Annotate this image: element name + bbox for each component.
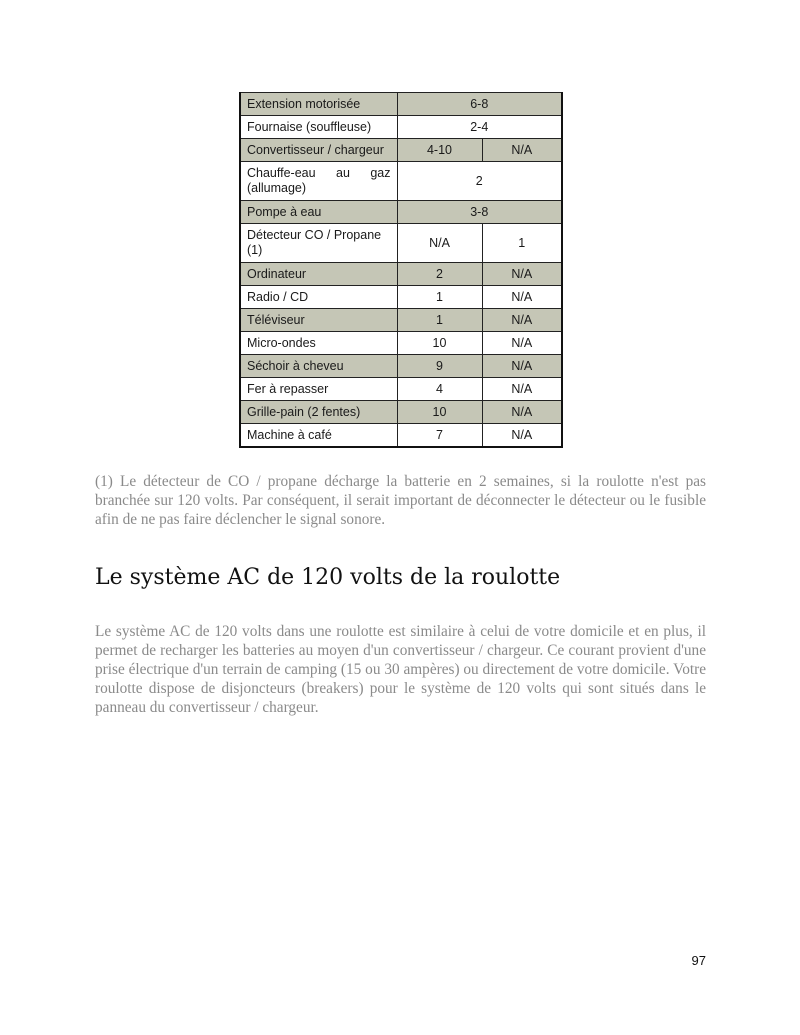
value-cell-secondary: N/A <box>482 286 562 309</box>
value-cell: 2 <box>397 162 562 201</box>
appliance-name-cell: Détecteur CO / Propane (1) <box>240 224 397 263</box>
value-cell-secondary: N/A <box>482 332 562 355</box>
table-row <box>240 116 562 139</box>
appliance-name-cell: Fer à repasser <box>240 378 397 401</box>
page-number: 97 <box>691 953 706 968</box>
value-cell: 6-8 <box>397 93 562 116</box>
table-body <box>240 93 562 448</box>
appliance-name-cell: Convertisseur / chargeur <box>240 139 397 162</box>
table-row <box>240 139 562 162</box>
table-row <box>240 286 562 309</box>
value-cell-secondary: N/A <box>482 401 562 424</box>
appliance-name-cell: Extension motorisée <box>240 93 397 116</box>
appliance-name-cell: Pompe à eau <box>240 201 397 224</box>
value-cell-secondary: N/A <box>482 139 562 162</box>
table-row <box>240 401 562 424</box>
appliance-name-cell: Fournaise (souffleuse) <box>240 116 397 139</box>
value-cell: 4-10 <box>397 139 482 162</box>
appliance-name-cell: Micro-ondes <box>240 332 397 355</box>
value-cell: 1 <box>397 309 482 332</box>
appliance-name-cell: Machine à café <box>240 424 397 448</box>
value-cell-secondary: 1 <box>482 224 562 263</box>
appliance-name-cell: Chauffe-eau au gaz (allumage) <box>240 162 397 201</box>
value-cell-secondary: N/A <box>482 378 562 401</box>
table-row <box>240 263 562 286</box>
value-cell: 10 <box>397 332 482 355</box>
appliance-name-cell: Radio / CD <box>240 286 397 309</box>
value-cell-secondary: N/A <box>482 309 562 332</box>
table-row <box>240 224 562 263</box>
appliance-name-cell: Téléviseur <box>240 309 397 332</box>
value-cell: 4 <box>397 378 482 401</box>
table-row <box>240 201 562 224</box>
section-title: Le système AC de 120 volts de la roulotte <box>95 565 561 590</box>
value-cell: N/A <box>397 224 482 263</box>
footnote: (1) Le détecteur de CO / propane décharge la batterie en 2 semaines, si la roulotte n'est pas branchée sur 120 volts. Par conséquent, il serait important de déconnecter le détecteur ou le fusible afin de ne pas faire déclencher le signal sonore. <box>95 473 706 528</box>
appliance-name-cell: Grille-pain (2 fentes) <box>240 401 397 424</box>
value-cell: 2-4 <box>397 116 562 139</box>
value-cell-secondary: N/A <box>482 263 562 286</box>
appliance-name-cell: Ordinateur <box>240 263 397 286</box>
appliance-name-cell: Séchoir à cheveu <box>240 355 397 378</box>
table-row <box>240 355 562 378</box>
value-cell: 7 <box>397 424 482 448</box>
table-row <box>240 93 562 116</box>
table-row <box>240 378 562 401</box>
value-cell: 9 <box>397 355 482 378</box>
table-row <box>240 309 562 332</box>
value-cell: 3-8 <box>397 201 562 224</box>
appliance-consumption-table <box>239 92 563 448</box>
value-cell-secondary: N/A <box>482 355 562 378</box>
value-cell-secondary: N/A <box>482 424 562 448</box>
table-row <box>240 162 562 201</box>
table-row <box>240 332 562 355</box>
section-paragraph: Le système AC de 120 volts dans une roulotte est similaire à celui de votre domicile et en plus, il permet de recharger les batteries au moyen d'un convertisseur / chargeur. Ce courant provient d'une prise électrique d'un terrain de camping (15 ou 30 ampères) ou directement de votre domicile. Votre roulotte dispose de disjoncteurs (breakers) pour le système de 120 volts qui sont situés dans le panneau du convertisseur / chargeur. <box>95 623 706 716</box>
value-cell: 10 <box>397 401 482 424</box>
value-cell: 1 <box>397 286 482 309</box>
value-cell: 2 <box>397 263 482 286</box>
table-row <box>240 424 562 448</box>
